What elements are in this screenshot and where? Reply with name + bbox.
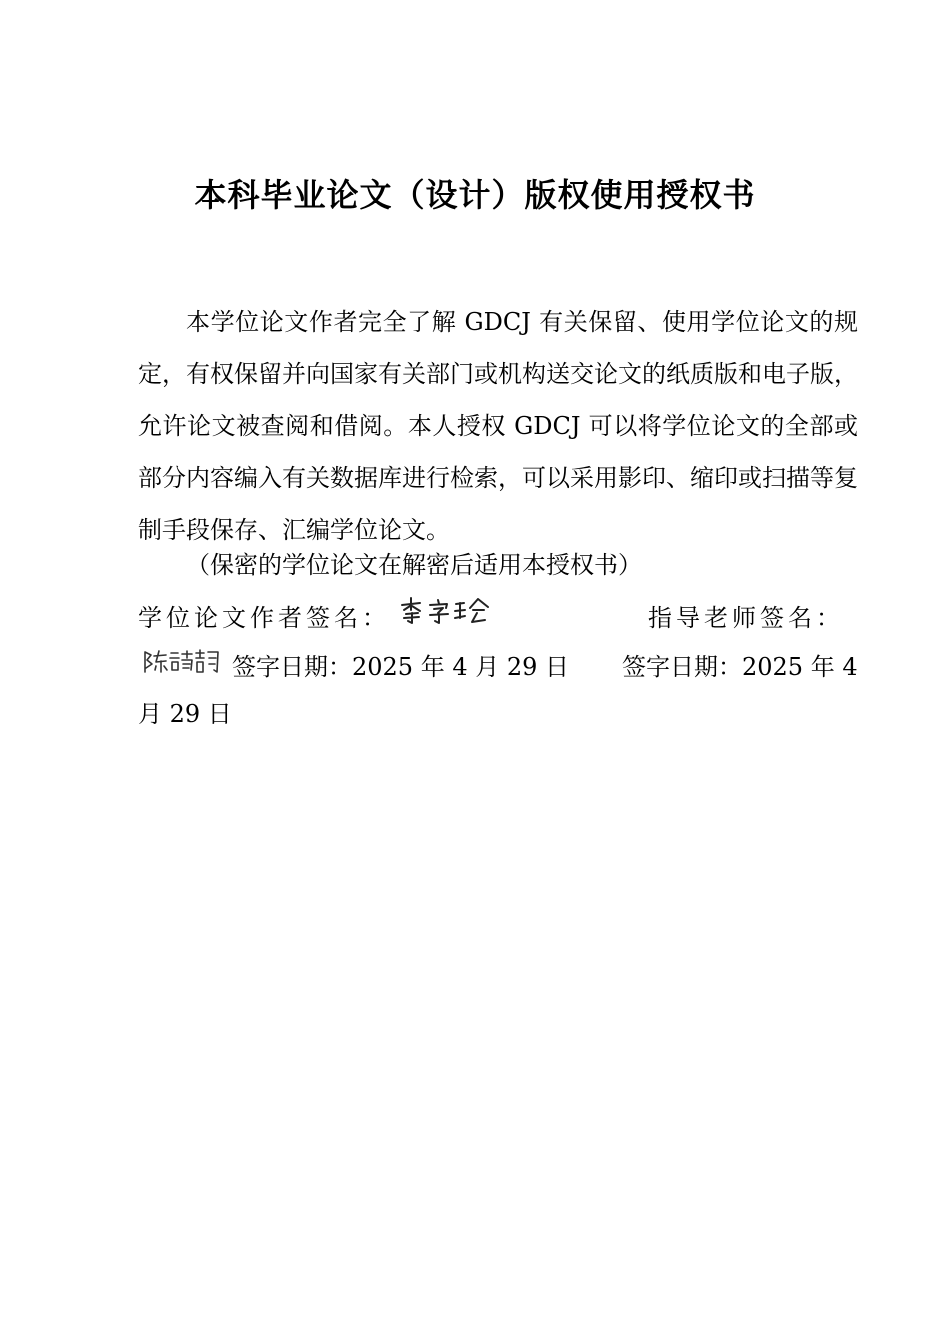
advisor-sign-date: 签字日期：2025 年 4 xyxy=(622,653,858,681)
confidential-note: （保密的学位论文在解密后适用本授权书） xyxy=(186,551,642,579)
advisor-signature-handwriting xyxy=(142,648,222,676)
document-title: 本科毕业论文（设计）版权使用授权书 xyxy=(194,176,756,214)
authorization-paragraph: 本学位论文作者完全了解 GDCJ 有关保留、使用学位论文的规定，有权保留并向国家有关部门或机构送交论文的纸质版和电子版，允许论文被查阅和借阅。本人授权 GDCJ 可以将学位论文的全部或部分内容编入有关数据库进行检索，可以采用影印、缩印或扫描等复制手段保存、汇编学位论文。 xyxy=(138,308,858,544)
author-signature-handwriting xyxy=(398,596,498,626)
advisor-sign-date-continued: 月 29 日 xyxy=(138,700,232,728)
author-sign-date: 签字日期：2025 年 4 月 29 日 xyxy=(232,653,570,681)
advisor-signature-label: 指导老师签名： xyxy=(648,604,844,632)
author-signature-label: 学位论文作者签名： xyxy=(138,604,390,632)
